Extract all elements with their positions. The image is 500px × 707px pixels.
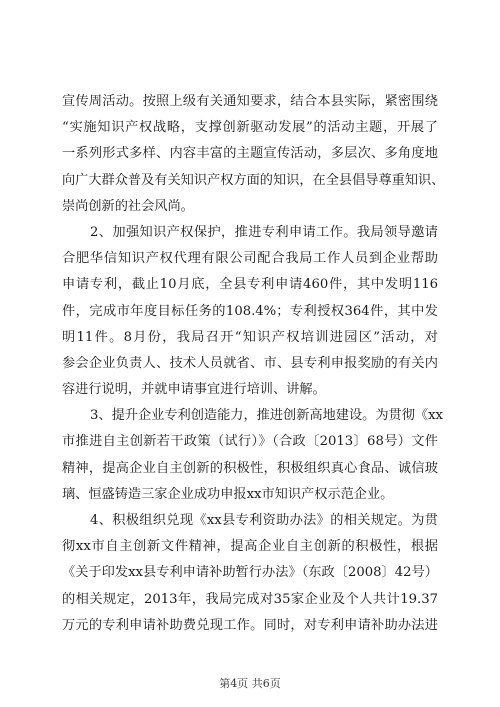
text-line: 参会企业负责人、技术人员就省、市、县专利申报奖励的有关内	[62, 355, 438, 371]
text-line: 崇尚创新的社会风尚。	[62, 198, 194, 214]
text-line: 的相关规定，2013年，我局完成对35家企业及个人共计19.37	[62, 591, 438, 607]
text-line: 合肥华信知识产权代理有限公司配合我局工作人员到企业帮助	[62, 251, 438, 267]
text-line: “实施知识产权战略，支撑创新驱动发展”的活动主题，开展了	[62, 120, 438, 136]
text-line: 彻xx市自主创新文件精神，提高企业自主创新的积极性，根据	[62, 539, 438, 555]
text-line: 万元的专利申请补助费兑现工作。同时，对专利申请补助办法进	[62, 617, 438, 633]
text-line: 市推进自主创新若干政策（试行）》（合政〔2013〕68号）文件	[62, 434, 438, 450]
text-line: 宣传周活动。按照上级有关通知要求，结合本县实际，紧密围绕	[62, 94, 438, 109]
text-line: 璃、恒盛铸造三家企业成功申报xx市知识产权示范企业。	[62, 486, 394, 502]
text-line: 件，完成市年度目标任务的108.4%；专利授权364件，其中发	[62, 303, 438, 319]
text-line: 《关于印发xx县专利申请补助暂行办法》（东政〔2008〕42号）	[62, 565, 438, 581]
text-line: 2、加强知识产权保护，推进专利申请工作。我局领导邀请	[90, 224, 438, 240]
text-line: 向广大群众普及有关知识产权方面的知识，在全县倡导尊重知识、	[62, 172, 445, 188]
text-line: 精神，提高企业自主创新的积极性，积极组织真心食品、诚信玻	[62, 460, 438, 476]
text-line: 明11件。8月份，我局召开“知识产权培训进园区”活动，对	[62, 329, 438, 345]
text-line: 容进行说明，并就申请事宜进行培训、讲解。	[62, 382, 326, 398]
document-body	[62, 89, 445, 639]
text-line: 3、提升企业专利创造能力，推进创新高地建设。为贯彻《xx	[90, 408, 443, 424]
page-footer: 第4页 共6页	[219, 677, 281, 690]
text-line: 一系列形式多样、内容丰富的主题宣传活动，多层次、多角度地	[62, 146, 438, 162]
text-line: 申请专利，截止10月底，全县专利申请460件，其中发明116	[62, 277, 438, 293]
text-line: 4、积极组织兑现《xx县专利资助办法》的相关规定。为贯	[90, 513, 438, 528]
